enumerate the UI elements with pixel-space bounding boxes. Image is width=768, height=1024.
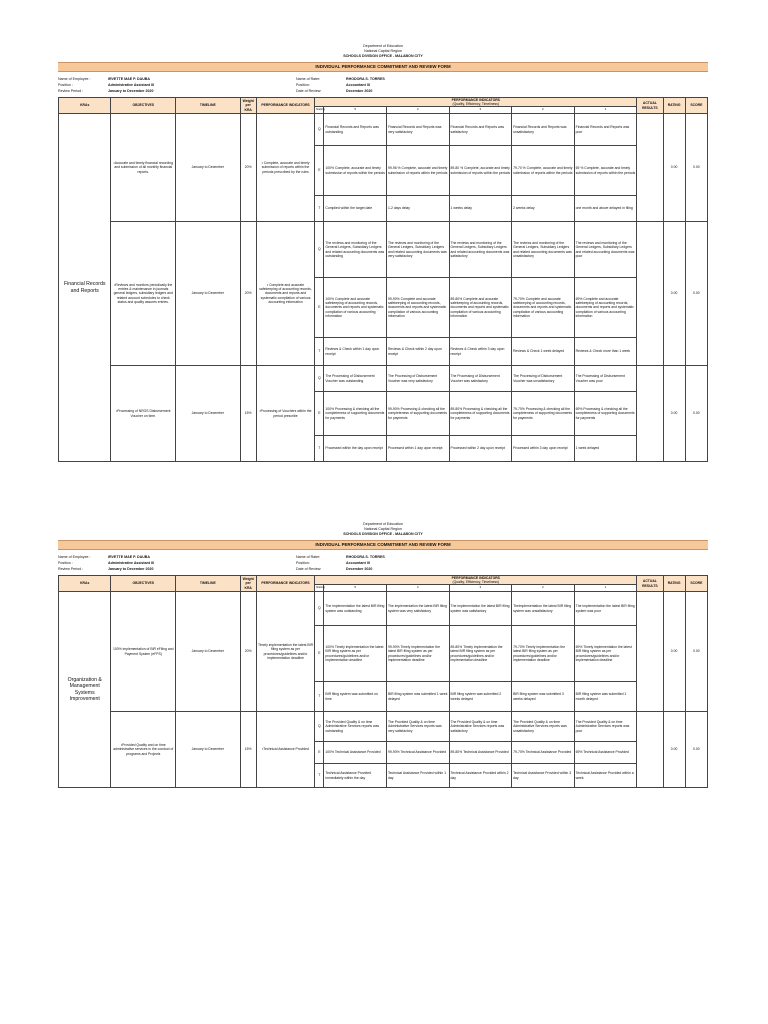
indicator-4: Technical Assistance Provided within 1 day: [386, 764, 449, 788]
indicator-1: The reviews and monitoring of the General Ledgers, Subsidiary Ledgers and related accounting documents was poor: [574, 222, 637, 278]
rating-scale-5: 5: [324, 107, 387, 114]
rater-position: Accountant III: [346, 561, 370, 565]
indicator-4: 99-90% Technical Assistance Provided: [386, 742, 449, 764]
col-timeline: TIMELINE: [176, 576, 241, 592]
position-label: Position :: [58, 83, 73, 87]
col-kras: KRAs: [59, 98, 111, 114]
rater-name: RHODORA S. TORRES: [346, 77, 385, 81]
indicator-3: 89-80% Technical Assistance Provided: [449, 742, 512, 764]
qet-code: T: [315, 764, 324, 788]
ipcrf-sheet: [58, 44, 708, 462]
col-kras: KRAs: [59, 576, 111, 592]
indicator-4: 99-90% Complete and accurate safekeeping of accounting records, documents and reports and systematic compilation of various accounting information: [386, 278, 449, 338]
indicator-1: 69% Timely implementation the latest BIR filing system as per procedures/guidelines and/or implementation deadline: [574, 626, 637, 682]
indicator-2: Processed within 3 day upon receipt: [512, 436, 575, 462]
employee-info: [58, 76, 708, 94]
indicator-4: 99-90% Timely implementation the latest BIR filing system as per procedures/guidelines and/or implementation deadline: [386, 626, 449, 682]
rater-name: RHODORA S. TORRES: [346, 555, 385, 559]
indicator-2: The reviews and monitoring of the General Ledgers, Subsidiary Ledgers and related accounting documents was unsatisfactory: [512, 222, 575, 278]
rating-value: 0.00: [663, 366, 685, 462]
indicator-row: [59, 222, 708, 278]
indicator-3: The implementation the latest BIR filing system was satisfactory: [449, 592, 512, 626]
objective-weight: 20%: [240, 114, 256, 222]
review-period: January to December 2020: [108, 89, 154, 93]
indicator-5: The implementation the latest BIR filing system was outstanding: [324, 592, 387, 626]
indicator-4: Reviews & Check within 2 day upon receipt: [386, 338, 449, 366]
qet-code: E: [315, 392, 324, 436]
score-value: 0.00: [685, 712, 707, 788]
employee-position: Administrative Assistant III: [108, 561, 154, 565]
actual-results-cell[interactable]: [637, 592, 663, 712]
actual-results-cell[interactable]: [637, 712, 663, 788]
qet-code: E: [315, 278, 324, 338]
indicator-2: 79-70 % Complete, accurate and timely submission of reports within the periods: [512, 146, 575, 196]
indicator-2: 2 weeks delay: [512, 196, 575, 222]
objective-timeline: January to December: [176, 222, 241, 366]
score-value: 0.00: [685, 222, 707, 366]
rater-position-label: Position:: [296, 83, 310, 87]
indicator-4: 99-96 % Complete, accurate and timely submission of reports within the periods: [386, 146, 449, 196]
indicator-3: The Processing of Disbursement Voucher was satisfactory: [449, 366, 512, 392]
indicator-1: Technical Assistance Provided within a week: [574, 764, 637, 788]
ipcrf-sheet: [58, 522, 708, 788]
review-date: December 2020: [346, 89, 373, 93]
indicator-1: The Provided Quality & on time Administrative Services reports was poor: [574, 712, 637, 742]
rating-scale-5: 5: [324, 585, 387, 592]
qet-code: E: [315, 146, 324, 196]
indicator-2: Theimplementation the latest BIR filing system was unsatisfactory: [512, 592, 575, 626]
review-period: January to December 2020: [108, 567, 154, 571]
employee-position: Administrative Assistant III: [108, 83, 154, 87]
indicator-5: BIR filing system was submitted on time: [324, 682, 387, 712]
indicator-2: BIR filing system was submitted 3 weeks delayed: [512, 682, 575, 712]
qet-code: E: [315, 742, 324, 764]
rating-value: 0.00: [663, 712, 685, 788]
indicator-3: BIR filing system was submitted 2 weeks delayed: [449, 682, 512, 712]
ipcrf-table: [58, 97, 708, 462]
qet-code: Q: [315, 114, 324, 146]
indicator-5: The reviews and monitoring of the General Ledgers, Subsidiary Ledgers and related accounting documents was outstanding: [324, 222, 387, 278]
indicator-row: [59, 366, 708, 392]
employee-label: Name of Employee :: [58, 77, 91, 81]
indicator-4: The Processing of Disbursement Voucher was very satisfactory: [386, 366, 449, 392]
rating-scale-label: Rating: [315, 107, 324, 114]
col-objectives: OBJECTIVES: [111, 98, 176, 114]
indicator-5: Complied within the target date: [324, 196, 387, 222]
indicator-4: Financial Records and Reports was very satisfactory: [386, 114, 449, 146]
col-rating: RATING: [663, 576, 685, 592]
objective-text: •Accurate and timely financial recording and submission of all monthly financial reports.: [111, 114, 176, 222]
period-label: Review Period :: [58, 89, 84, 93]
rating-scale-2: 2: [512, 585, 575, 592]
qet-code: T: [315, 682, 324, 712]
indicator-1: BIR filing system was submitted 1 month delayed: [574, 682, 637, 712]
qet-code: Q: [315, 222, 324, 278]
office-name: SCHOOLS DIVISION OFFICE - MALABON CITY: [343, 54, 423, 58]
rater-label: Name of Rater:: [296, 77, 321, 81]
col-performance-indicators: PERFORMANCE INDICATORS: [256, 98, 315, 114]
indicator-1: 69 % Complete, accurate and timely submission of reports within the periods: [574, 146, 637, 196]
qet-code: Q: [315, 592, 324, 626]
employee-name: IRVETTE MAE P. DAUBA: [108, 555, 150, 559]
indicator-3: Reviews & Check within 3 day upon receipt: [449, 338, 512, 366]
objective-text: •Processing of NROS Disbursement Voucher on time.: [111, 366, 176, 462]
indicator-3: 89-80% Timely implementation the latest BIR filing system as per procedures/guidelines and/or implementation deadline: [449, 626, 512, 682]
indicator-4: The implementation the latest BIR filing system was very satisfactory: [386, 592, 449, 626]
objective-weight: 15%: [240, 712, 256, 788]
col-rating: RATING: [663, 98, 685, 114]
indicator-1: The implementation the latest BIR filing system was poor: [574, 592, 637, 626]
dept-name: Department of Education: [363, 522, 403, 526]
period-label: Review Period :: [58, 567, 84, 571]
col-weight: Weight per KRA: [240, 576, 256, 592]
objective-text: •Reviews and monitors periodically the entries & maintenance in journals general ledgers, subsidiary ledgers and related account schedules to check status and quality assures entries.: [111, 222, 176, 366]
form-header: [58, 44, 708, 59]
indicator-5: Technical Assistance Provided immediately within the day: [324, 764, 387, 788]
qet-code: T: [315, 436, 324, 462]
position-label: Position :: [58, 561, 73, 565]
rating-scale-1: 1: [574, 107, 637, 114]
indicator-4: The reviews and monitoring of the General Ledgers, Subsidiary Ledgers and related accounting documents was very satisfactory: [386, 222, 449, 278]
indicator-4: BIR filing system was submitted 1 week delayed: [386, 682, 449, 712]
indicator-2: Reviews & Check 1 week delayed: [512, 338, 575, 366]
pi-group-header: [315, 98, 637, 107]
rating-value: 0.00: [663, 592, 685, 712]
objective-indicator: •Technical Assistance Provided: [256, 712, 315, 788]
dept-name: Department of Education: [363, 44, 403, 48]
indicator-1: Financial Records and Reports was poor: [574, 114, 637, 146]
indicator-5: 100% Complete and accurate safekeeping of accounting records, documents and reports and systematic compilation of various accounting information: [324, 278, 387, 338]
indicator-1: 69% Processing & checking all the completeness of supporting documents for payments: [574, 392, 637, 436]
review-date: December 2020: [346, 567, 373, 571]
indicator-2: 79-70% Processing & checking all the completeness of supporting documents for payments: [512, 392, 575, 436]
actual-results-cell[interactable]: [637, 222, 663, 366]
indicator-5: 100% Complete, accurate and timely submission of reports within the periods: [324, 146, 387, 196]
indicator-2: Technical Assistance Provided within 3 day: [512, 764, 575, 788]
qet-code: T: [315, 338, 324, 366]
indicator-3: The reviews and monitoring of the General Ledgers, Subsidiary Ledgers and related accounting documents was satisfactory: [449, 222, 512, 278]
indicator-5: 100% Processing & checking all the completeness of supporting documents for payments: [324, 392, 387, 436]
indicator-5: Processed within the day upon receipt: [324, 436, 387, 462]
objective-weight: 20%: [240, 592, 256, 712]
indicator-3: 1 weeks delay: [449, 196, 512, 222]
indicator-2: The Processing of Disbursement Voucher was unsatisfactory: [512, 366, 575, 392]
indicator-2: 79-70% Complete and accurate safekeeping of accounting records, documents and reports and systematic compilation of various accounting information: [512, 278, 575, 338]
indicator-1: one month and above delayed in filing: [574, 196, 637, 222]
score-value: 0.00: [685, 114, 707, 222]
qet-code: Q: [315, 366, 324, 392]
indicator-4: 1-2 days delay: [386, 196, 449, 222]
objective-indicator: •Processing of Vouchers within the period prescribe: [256, 366, 315, 462]
indicator-3: Technical Assistance Provided within 2 day: [449, 764, 512, 788]
kra-name: Financial Records and Reports: [59, 114, 111, 462]
rater-position-label: Position:: [296, 561, 310, 565]
indicator-2: The Provided Quality & on time Administrative Services reports was unsatisfactory: [512, 712, 575, 742]
col-performance-indicators: PERFORMANCE INDICATORS: [256, 576, 315, 592]
objective-timeline: January to December: [176, 114, 241, 222]
indicator-3: 89-80 % Complete, accurate and timely submission of reports within the periods: [449, 146, 512, 196]
indicator-5: 100% Technical Assistance Provided: [324, 742, 387, 764]
form-header: [58, 522, 708, 537]
indicator-5: Financial Records and Reports was outstanding: [324, 114, 387, 146]
rating-scale-1: 1: [574, 585, 637, 592]
form-title: INDIVIDUAL PERFORMANCE COMMITMENT AND REVIEW FORM: [58, 62, 708, 72]
actual-results-cell[interactable]: [637, 114, 663, 222]
indicator-row: [59, 592, 708, 626]
objective-timeline: January to December: [176, 592, 241, 712]
col-objectives: OBJECTIVES: [111, 576, 176, 592]
rating-scale-4: 4: [386, 107, 449, 114]
employee-name: IRVETTE MAE P. DAUBA: [108, 77, 150, 81]
rating-scale-2: 2: [512, 107, 575, 114]
rating-scale-3: 3: [449, 107, 512, 114]
col-weight: Weight per KRA: [240, 98, 256, 114]
indicator-1: 1 week delayed: [574, 436, 637, 462]
pi-group-header: [315, 576, 637, 585]
indicator-3: Financial Records and Reports was satisfactory: [449, 114, 512, 146]
rating-scale-4: 4: [386, 585, 449, 592]
rater-label: Name of Rater:: [296, 555, 321, 559]
actual-results-cell[interactable]: [637, 366, 663, 462]
objective-timeline: January to December: [176, 366, 241, 462]
form-title: INDIVIDUAL PERFORMANCE COMMITMENT AND REVIEW FORM: [58, 540, 708, 550]
pi-group-subtitle: (Quality, Efficiency, Timeliness): [452, 102, 500, 107]
kra-name: Organization & Management Systems Improvement: [59, 592, 111, 788]
rating-scale-label: Rating: [315, 585, 324, 592]
indicator-1: 69% Technical Assistance Provided: [574, 742, 637, 764]
qet-code: E: [315, 626, 324, 682]
indicator-1: The Processing of Disbursement Voucher was poor: [574, 366, 637, 392]
indicator-4: The Provided Quality & on time Administrative Services reports was very satisfactory: [386, 712, 449, 742]
office-name: SCHOOLS DIVISION OFFICE - MALABON CITY: [343, 532, 423, 536]
objective-indicator: • Complete and accurate safekeeping of accounting records, documents and reports and systematic compilation of various accounting information: [256, 222, 315, 366]
indicator-row: [59, 712, 708, 742]
col-actual-results: ACTUAL RESULTS: [637, 576, 663, 592]
indicator-4: 99-90% Processing & checking all the completeness of supporting documents for payments: [386, 392, 449, 436]
indicator-1: 69% Complete and accurate safekeeping of accounting records, documents and reports and systematic compilation of various accounting information: [574, 278, 637, 338]
indicator-3: 89-80% Processing & checking all the completeness of supporting documents for payments: [449, 392, 512, 436]
objective-weight: 20%: [240, 222, 256, 366]
indicator-2: 79-70% Technical Assistance Provided: [512, 742, 575, 764]
employee-label: Name of Employee :: [58, 555, 91, 559]
indicator-2: Financial Records and Reports was unsatisfactory: [512, 114, 575, 146]
col-actual-results: ACTUAL RESULTS: [637, 98, 663, 114]
date-label: Date of Review:: [296, 89, 322, 93]
ipcrf-table: [58, 575, 708, 788]
indicator-3: 89-80% Complete and accurate safekeeping of accounting records, documents and reports and systematic compilation of various accounting information: [449, 278, 512, 338]
indicator-3: The Provided Quality & on time Administrative Services reports was satisfactory: [449, 712, 512, 742]
rating-value: 0.00: [663, 114, 685, 222]
employee-info: [58, 554, 708, 572]
objective-text: •Provided Quality and on time administrative services in the conduct of programs and Projects: [111, 712, 176, 788]
pi-group-title: PERFORMANCE INDICATORS: [451, 98, 500, 102]
indicator-3: Processed within 2 day upon receipt: [449, 436, 512, 462]
indicator-5: 100% Timely implementation the latest BIR filing system as per procedures/guidelines and/or implementation deadline: [324, 626, 387, 682]
col-timeline: TIMELINE: [176, 98, 241, 114]
qet-code: T: [315, 196, 324, 222]
objective-weight: 15%: [240, 366, 256, 462]
qet-code: Q: [315, 712, 324, 742]
objective-indicator: Timely implementation the latest BIR filing system as per procedures/guidelines and/or implementation deadline: [256, 592, 315, 712]
indicator-5: Reviews & Check within 1 day upon receipt: [324, 338, 387, 366]
col-score: SCORE: [685, 98, 707, 114]
indicator-5: The Provided Quality & on time Administrative Services reports was outstanding: [324, 712, 387, 742]
rating-value: 0.00: [663, 222, 685, 366]
indicator-4: Processed within 1 day upon receipt: [386, 436, 449, 462]
date-label: Date of Review:: [296, 567, 322, 571]
rater-position: Accountant III: [346, 83, 370, 87]
objective-indicator: • Complete, accurate and timely submission of reports within the periods prescribed by the rules: [256, 114, 315, 222]
indicator-1: Reviews & Check more than 1 week: [574, 338, 637, 366]
region-name: National Capital Region: [364, 527, 402, 531]
indicator-5: The Processing of Disbursement Voucher was outstanding: [324, 366, 387, 392]
rating-scale-3: 3: [449, 585, 512, 592]
indicator-2: 79-70% Timely implementation the latest BIR filing system as per procedures/guidelines and/or implementation deadline: [512, 626, 575, 682]
region-name: National Capital Region: [364, 49, 402, 53]
objective-text: 100% implementation of BIR eFiling and Payment System (eFPS): [111, 592, 176, 712]
score-value: 0.00: [685, 592, 707, 712]
score-value: 0.00: [685, 366, 707, 462]
objective-timeline: January to December: [176, 712, 241, 788]
indicator-row: [59, 114, 708, 146]
col-score: SCORE: [685, 576, 707, 592]
pi-group-subtitle: (Quality, Efficiency, Timeliness): [452, 580, 500, 585]
pi-group-title: PERFORMANCE INDICATORS: [451, 576, 500, 580]
